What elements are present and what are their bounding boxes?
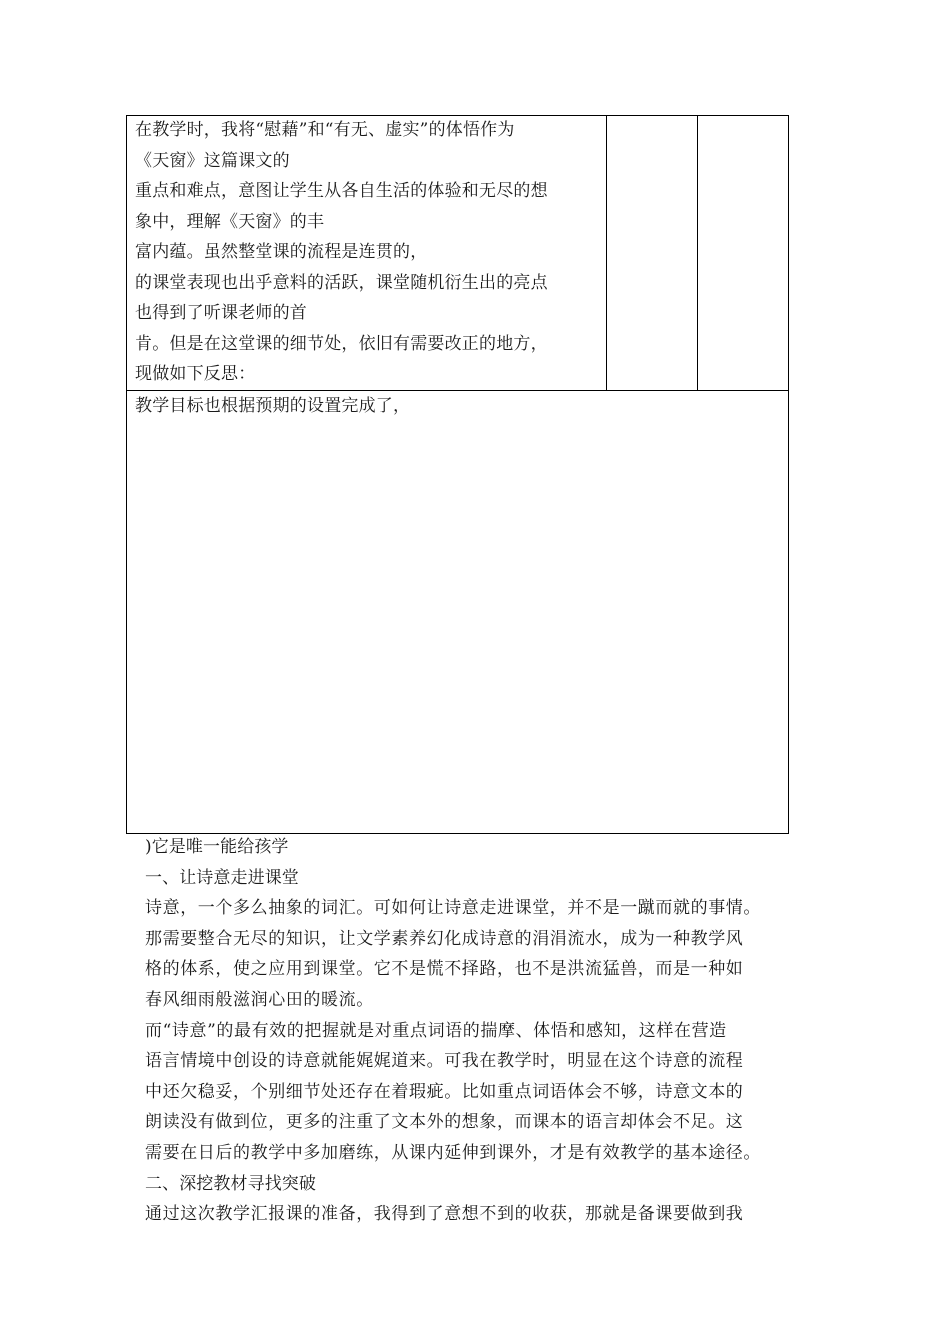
cell-text-line: 在教学时，我将“慰藉”和“有无、虚实”的体悟作为	[135, 120, 515, 140]
cell-text-block	[135, 115, 598, 390]
paragraph-line: 中还欠稳妥，个别细节处还存在着瑕疵。比如重点词语体会不够，诗意文本的	[145, 1081, 744, 1102]
cell-text-line: 象中，理解《天窗》的丰	[135, 211, 325, 232]
cell-text-line: 肯。但是在这堂课的细节处，依旧有需要改正的地方，	[135, 333, 548, 354]
paragraph-line: 诗意，一个多么抽象的词汇。可如何让诗意走进课堂，并不是一蹴而就的事情。	[145, 898, 761, 919]
cell-text-line: 的课堂表现也出乎意料的活跃，课堂随机衍生出的亮点	[135, 272, 548, 293]
table-cell-empty	[607, 116, 698, 390]
section-heading: 二、深挖教材寻找突破	[145, 1173, 316, 1194]
paragraph-line: 格的体系，使之应用到课堂。它不是慌不择路，也不是洪流猛兽，而是一种如	[145, 959, 744, 980]
table-row	[127, 391, 788, 835]
paragraph-line: 春风细雨般滋润心田的暖流。	[145, 989, 374, 1010]
table-cell-empty	[698, 116, 790, 390]
cell-text-line: 《天窗》这篇课文的	[135, 150, 290, 171]
paragraph-line: 那需要整合无尽的知识，让文学素养幻化成诗意的涓涓流水，成为一种教学风	[145, 928, 744, 949]
section-heading: 一、让诗意走进课堂	[145, 867, 299, 888]
table-row	[127, 116, 788, 391]
table-cell-content	[127, 116, 607, 390]
cell-text-line: 重点和难点，意图让学生从各自生活的体验和无尽的想	[135, 181, 548, 201]
cell-text-line: 现做如下反思：	[135, 364, 256, 384]
reflection-table	[126, 115, 789, 834]
paragraph-line: 通过这次教学汇报课的准备，我得到了意想不到的收获，那就是备课要做到我	[145, 1204, 744, 1225]
paragraph-line: 语言情境中创设的诗意就能娓娓道来。可我在教学时，明显在这个诗意的流程	[145, 1051, 744, 1072]
paragraph-line: 需要在日后的教学中多加磨练，从课内延伸到课外，才是有效教学的基本途径。	[145, 1142, 761, 1163]
cell-text-line: 教学目标也根据预期的设置完成了，	[135, 396, 411, 416]
cell-text-line: 也得到了听课老师的首	[135, 303, 307, 323]
paragraph-line: 而“诗意”的最有效的把握就是对重点词语的揣摩、体悟和感知，这样在营造	[145, 1020, 727, 1041]
paragraph-line: )它是唯一能给孩学	[145, 837, 289, 857]
body-text	[145, 832, 825, 1230]
cell-text-line: 富内蕴。虽然整堂课的流程是连贯的，	[135, 242, 428, 262]
paragraph-line: 朗读没有做到位，更多的注重了文本外的想象，而课本的语言却体会不足。这	[145, 1112, 744, 1133]
